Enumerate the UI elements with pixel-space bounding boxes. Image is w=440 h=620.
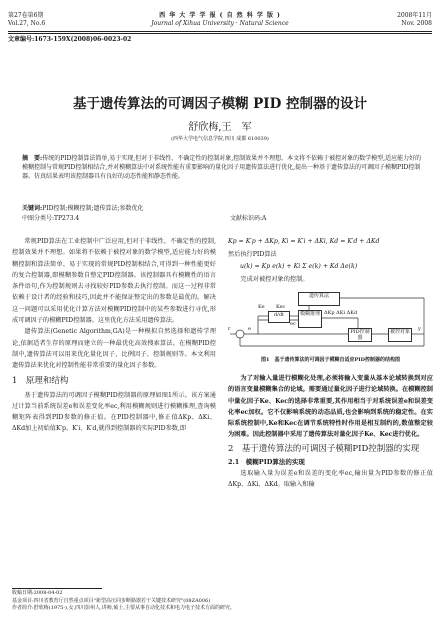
author-bio: 作者简介:舒欣梅(1975-),女,四川彭州人,讲师,硕士,主要从事自动化技术和电力电子技术方面的研究。	[12, 605, 235, 611]
abstract-label: 摘 要:	[22, 155, 43, 162]
journal-en: Journal of Xihua University · Natural Science	[151, 20, 289, 27]
intro-paragraph-2: 遗传算法(Genetic Algorithm,GA)是一种模拟自然选择和遗传学理论,依据适者生存的原理而建立的一种最优化高效搜索算法。在模糊PID控制中,遗传算法可以用来优化量化因子、比例因子、控制规则等。本文利用遗传算法来优化对控制性能非常重要的量化因子参数。	[12, 328, 216, 370]
right-column	[228, 373, 433, 491]
keywords-label: 关键词:	[22, 205, 43, 212]
clc-number: 中图分类号:TP273.4	[22, 215, 80, 222]
equation-after: 完成对被控对象的控制。	[240, 276, 309, 283]
genetic-algorithm-block: 遗传算法	[298, 292, 340, 306]
keywords	[22, 204, 422, 213]
section-1-heading: 1 原理和结构	[12, 375, 69, 386]
label-r: r	[228, 326, 231, 332]
document-code: 文献标识码:A	[230, 215, 267, 222]
intro-paragraph-1: 常规PID算法在工业控制中广泛应用,但对于非线性、不确定性的控制,控制效果并不理想。如果将不依赖于被控对象的数学模型,适应能力好的模糊控制和算法简单、易于实现的常规PID控制相结合,可得到一种性能更好的复合控制器,即模糊参数自整定PID控制器。该控制器具有模糊性的语言条件语句,作为控制规则去寻找较好PID参数去执行控制。而这一过程非常依赖于设计者的经验和技巧,因此并不能保证整定出的参数是最优的。解决这一问题可以采用优化计算方法对模糊PID控制中的某些参数进行寻优,形成可调因子的模糊PID控制器。这里优化方法采用遗传算法。	[12, 238, 216, 325]
fuzzy-inference-block: 模糊推理	[298, 310, 322, 328]
figure-1	[228, 290, 428, 350]
label-ke: Ke	[258, 304, 265, 310]
paper-title: 基于遗传算法的可调因子模糊 PID 控制器的设计	[72, 96, 368, 112]
journal-cn: 西 华 大 学 学 报 ( 自 然 科 学 版 )	[159, 12, 281, 19]
label-y: y	[418, 326, 421, 332]
equation-1: Kp = K′p + ΔKp, Ki = K′i + ΔKi, Kd = K′d + ΔKd	[228, 238, 380, 245]
authors: 舒欣梅,王 军	[188, 122, 252, 133]
right-paragraph-2: 选取输入量为误差e和误差的变化率ec,输出量为PID参数的修正值ΔKp、ΔKi、ΔKd。取输入和输	[228, 470, 433, 489]
issue-date	[397, 12, 432, 28]
article-number: 文章编号:1673-159X(2008)06-0023-02	[8, 36, 132, 43]
header-rule	[8, 31, 432, 32]
header-rule-2	[8, 33, 432, 34]
derivative-block: d/dt	[268, 311, 290, 323]
volume-cn: 第27卷第6期	[8, 12, 44, 19]
right-paragraph-1: 为了对输入量进行模糊化处理,必须将输入变量从基本论域转换到对应的语言变量模糊集合的论域。需要通过量化因子进行论域转换。在模糊控制中量化因子Ke、Kec的选择非常重要,其作用相当于对系统误差e和误差变化率ec加权。它不仅影响系统的动态品质,也会影响到系统的稳定性。在实际系统控制中,Ke和Kec在调节系统特性时作用是相互制约的,数值整定较为困难。因此控制器中采用了遗传算法对量化因子Ke、Kec进行优化。	[228, 375, 433, 439]
keywords-text: PID控制;模糊控制;遗传算法;参数优化	[42, 205, 144, 212]
label-ec: ec	[290, 321, 296, 327]
equation-2: u(k) = Kp e(k) + Ki Σ e(k) + Kd Δe(k)	[240, 263, 358, 270]
received-date: 收稿日期:2008-04-02	[12, 590, 63, 596]
label-delta-k: ΔKp ΔKi ΔKd	[324, 310, 358, 316]
date-en: Nov. 2008	[401, 20, 432, 27]
figure-1-caption: 图1 基于遗传算法的可调因子模糊自适应PID控制器的结构图	[261, 357, 400, 363]
section-1-paragraph: 基于遗传算法的可调因子模糊PID控制器的原理如图1所示。该方案通过计算当前系统误差e和误差变化率ec,利用模糊规则进行模糊推理,查询模糊矩阵表得到PID参数的修正值。在PID控制器中,修正值ΔKp、ΔKi、ΔKd加上初始值K′p、K′i、K′d,就得到控制器的实际PID参数,即	[12, 391, 216, 433]
footnote-rule	[12, 588, 102, 589]
left-column	[12, 236, 216, 435]
affiliation: (西华大学电气信息学院,四川 成都 610039)	[171, 136, 269, 142]
footnote	[12, 590, 432, 613]
abstract-text: 传统的PID控制算法简单,易于实现,但对于非线性、不确定性的控制对象,控制效果并不理想。本文将不依赖于被控对象的数学模型,适应能力好的模糊控制与常规PID控制相结合,并对模糊算法中对系统性能有重要影响的量化因子用遗传算法进行优化,提出一种基于遗传算法的可调因子模糊PID控制器。仿真结果表明该控制器具有良好的动态性能和静态性能。	[22, 155, 422, 180]
journal-name	[0, 12, 440, 28]
label-e: e	[248, 326, 251, 332]
volume-en: Vol.27, No.6	[8, 20, 46, 27]
pid-controller-block: PID控制器	[348, 328, 372, 342]
abstract	[22, 154, 422, 181]
equation-intro: 然后执行PID算法	[228, 251, 277, 258]
date-cn: 2008年11月	[397, 12, 432, 19]
label-kec: Kec	[276, 304, 286, 310]
section-2-heading: 2 基于遗传算法的可调因子模糊PID控制器的实现	[228, 443, 420, 454]
subsection-2-1-heading: 2.1 模糊PID算法的实现	[228, 457, 305, 466]
fund-info: 基金项目:四川省教育厅自然重点项目"新型高压同步断路器若干关键技术研究"(08ZA006)	[12, 597, 211, 604]
plant-block: 被控对象	[388, 328, 412, 342]
